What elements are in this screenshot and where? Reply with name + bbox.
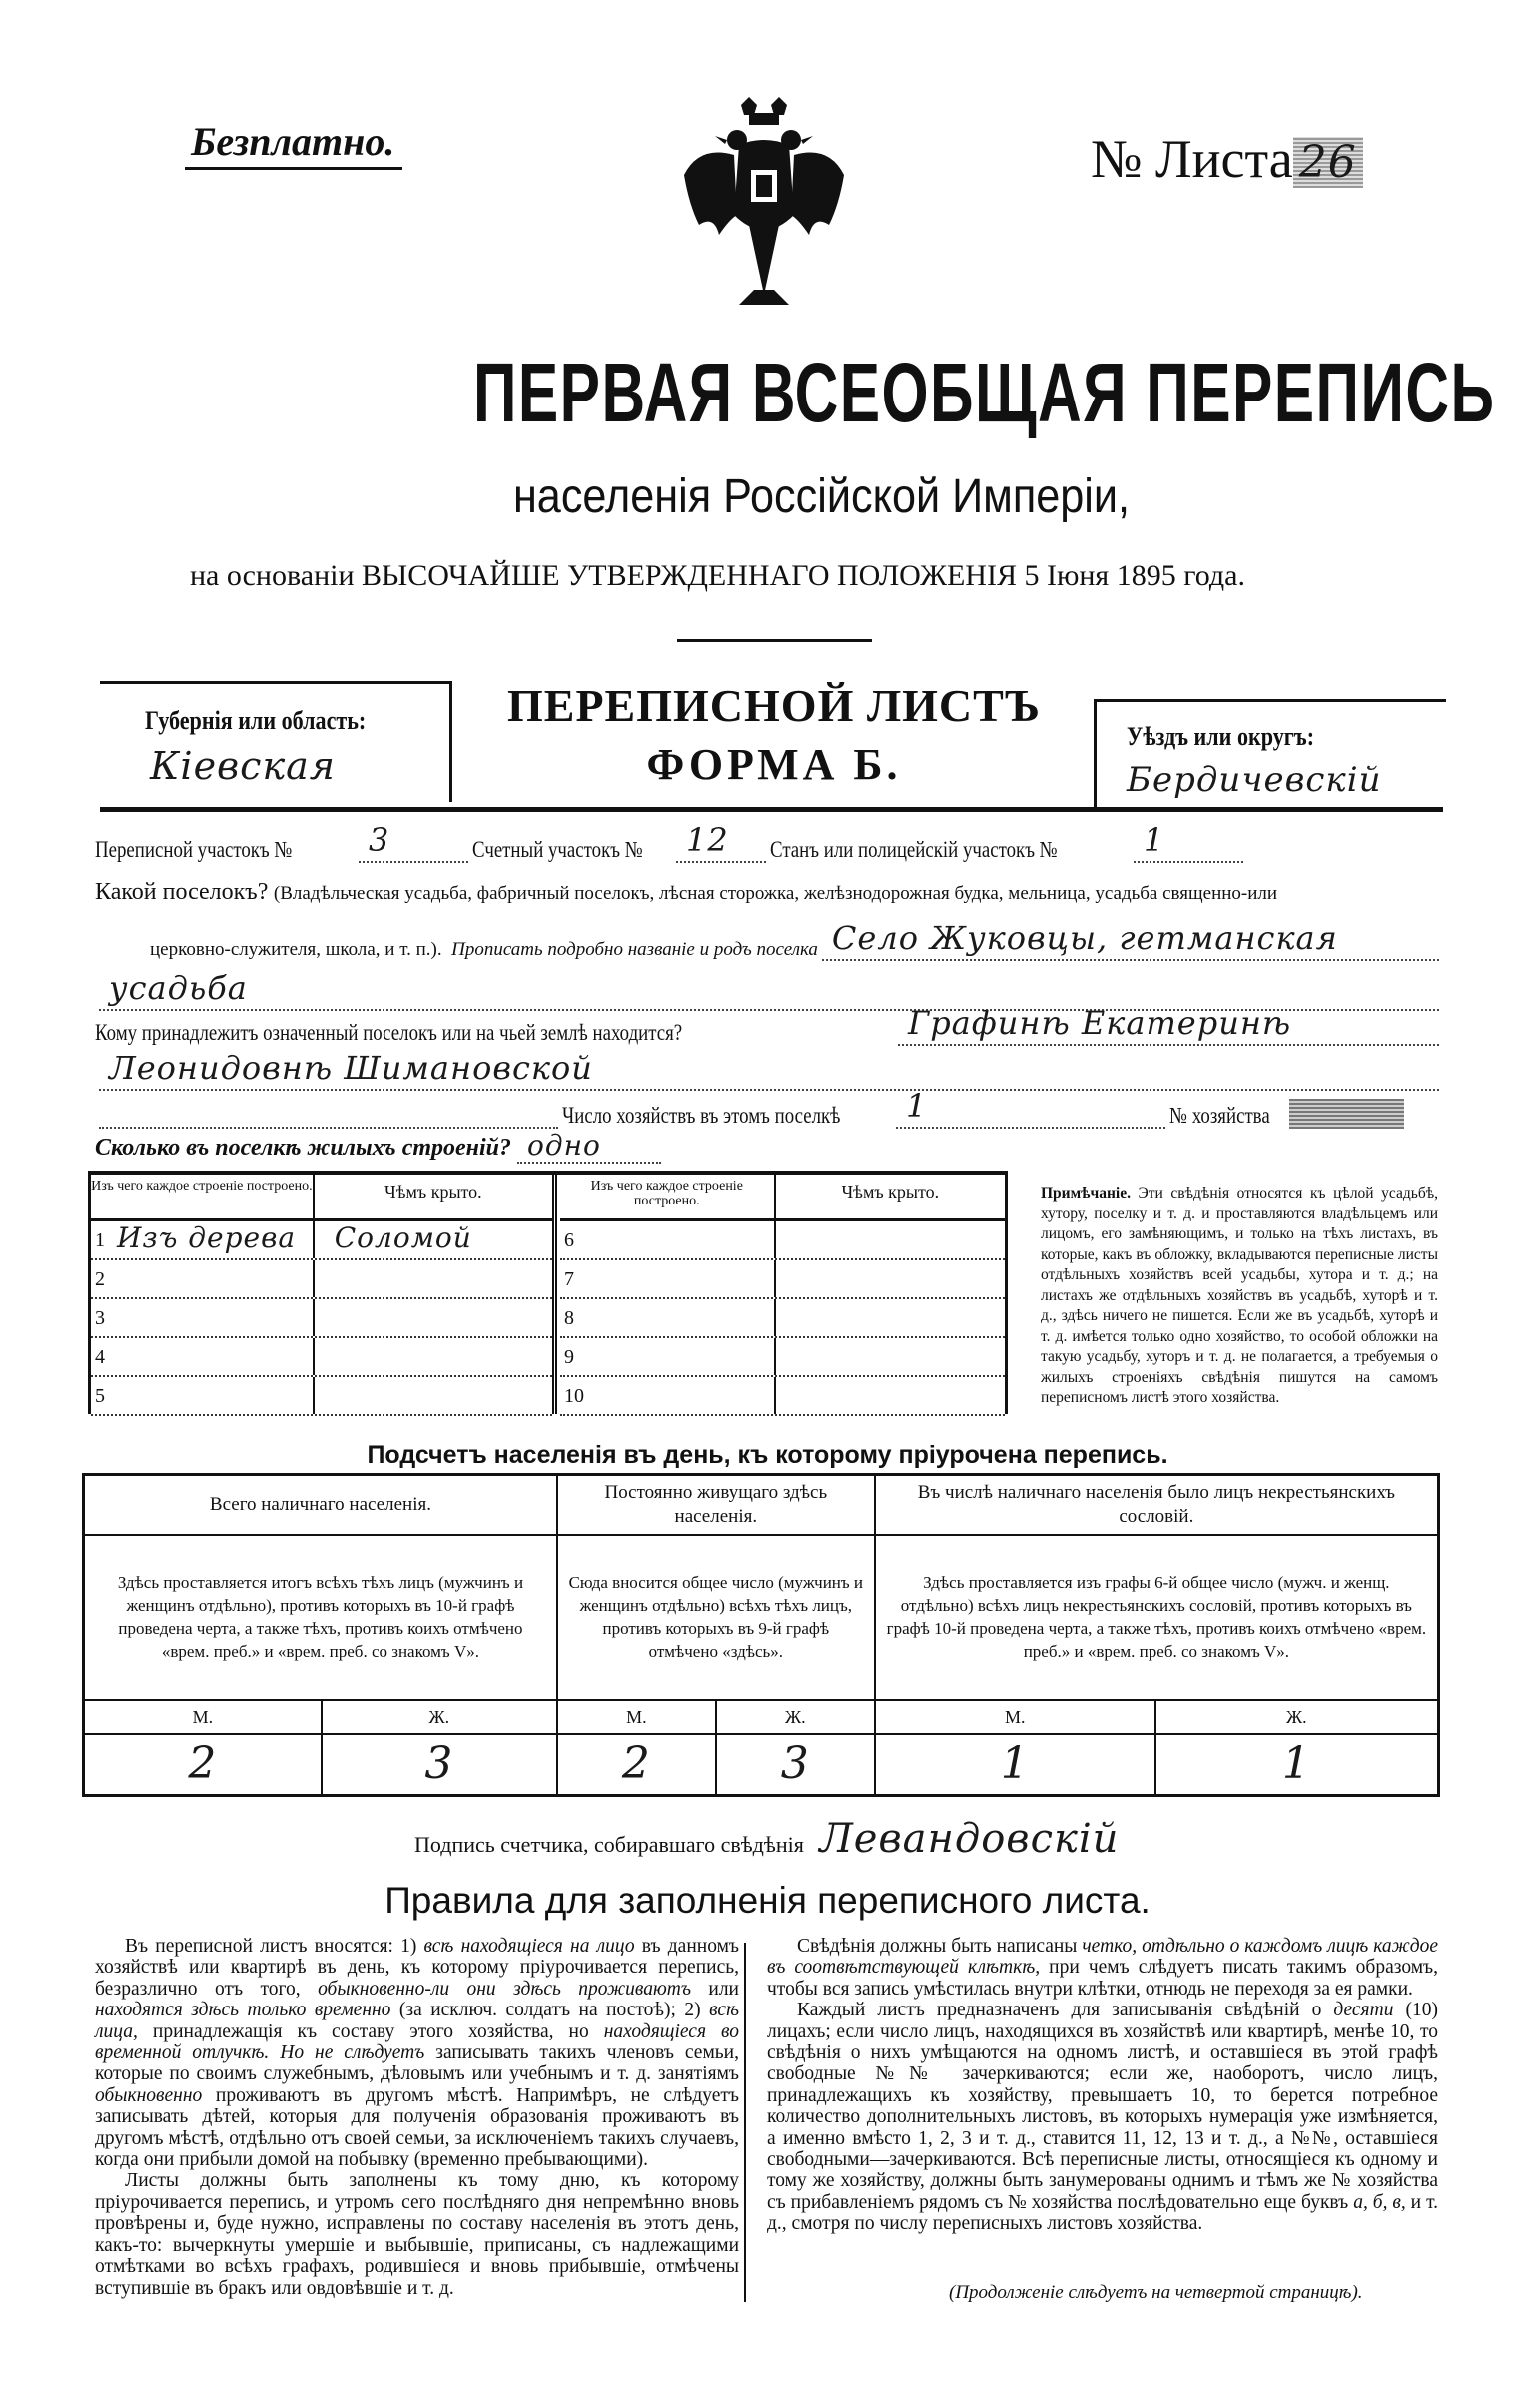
household-number-field[interactable] (1289, 1099, 1404, 1129)
settlement-hint-2: церковно-служителя, школа, и т. п.). (150, 939, 442, 960)
male-header: М. (84, 1700, 322, 1734)
stan-label: Станъ или полицейскій участокъ № (770, 837, 1058, 862)
text-segment: принадлежащія къ составу этого хозяйства, но (137, 2020, 604, 2042)
owner-value: Графинѣ Екатеринѣ (908, 1004, 1292, 1042)
continued-note: (Продолженіе слѣдуетъ на четвертой страницѣ). (949, 2282, 1363, 2303)
emphasis-text: всѣ лица, (95, 2000, 739, 2042)
building-row (91, 1299, 552, 1338)
non-peasant-female-value[interactable]: 1 (1155, 1734, 1439, 1796)
building-material[interactable]: Изъ дерева (117, 1221, 297, 1254)
count-district-value: 12 (686, 821, 729, 859)
row-number: 8 (564, 1307, 574, 1329)
buildings-label: Сколько въ поселкѣ жилыхъ строеній? (95, 1135, 511, 1161)
building-row (560, 1221, 1005, 1260)
settlement-value-2: усадьба (109, 969, 248, 1007)
households-value: 1 (906, 1087, 928, 1125)
text-segment: или (690, 1978, 739, 2000)
settlement-hint: (Владѣльческая усадьба, фабричный поселокъ, лѣсная сторожка, желѣзнодорожная будка, мельница, усадьба священно-или (273, 883, 1278, 904)
buildings-table (88, 1171, 1008, 1414)
total-female-value[interactable]: 3 (322, 1734, 557, 1796)
census-district-value: 3 (369, 821, 390, 859)
owner-label: Кому принадлежитъ означенный поселокъ или на чьей землѣ находится? (95, 1020, 683, 1045)
stan-value: 1 (1144, 821, 1165, 859)
column-divider (744, 1943, 746, 2302)
row-number: 6 (564, 1229, 574, 1251)
emphasis-text: всѣ находящіеся на лицо (423, 1936, 635, 1957)
non-peasant-male-value[interactable]: 1 (875, 1734, 1155, 1796)
building-row (91, 1221, 552, 1260)
text-segment: записывать такихъ членовъ семьи, которые по своимъ служебнымъ, дѣловымъ или учебнымъ и т. д. занятіямъ (95, 2042, 739, 2085)
female-header: Ж. (716, 1700, 875, 1734)
settlement-value: Село Жуковцы, гетманская (831, 919, 1338, 957)
owner-row-2 (95, 1049, 1443, 1091)
page-subtitle: населенія Россійской Имперіи, (512, 470, 1131, 523)
text-segment: проживаютъ въ другомъ мѣстѣ. Напримѣръ, не слѣдуетъ записывать дѣтей, которыя для полученія образованія проживаютъ въ другомъ мѣстѣ, отдѣльно отъ своей семьи, за исключеніемъ такихъ случаевъ, когда они прибыли домой на побывку (временно пребывающими). (95, 2084, 739, 2171)
signature-row (414, 1816, 1119, 1862)
text-segment: Каждый листъ предназначенъ для записыванія свѣдѣній о (797, 2000, 1334, 2021)
emphasis-text: десяти (1333, 2000, 1394, 2021)
permanent-male-value[interactable]: 2 (557, 1734, 716, 1796)
total-male-value[interactable]: 2 (84, 1734, 322, 1796)
population-heading: Подсчетъ населенія въ день, къ которому пріурочена перепись. (367, 1441, 1168, 1469)
household-number-label: № хозяйства (1169, 1103, 1270, 1128)
col-material-header: Изъ чего каждое строеніе построено. (91, 1175, 315, 1218)
text-segment: Листы должны быть заполнены къ тому дню, къ которому пріурочивается перепись, и утромъ сего послѣдняго дня непремѣнно вновь провѣрены и, буде нужно, исправлены по составу населенія въ этотъ день, какъ-то: вычеркнуты умершіе и выбывшіе, приписаны, съ надлежащими отмѣтками во всѣхъ графахъ, родившіеся и вновь прибывшіе, отмѣчены вступившіе въ бракъ или овдовѣвшіе и т. д. (95, 2170, 739, 2299)
building-roof[interactable]: Соломой (334, 1221, 472, 1254)
col-roof-header: Чѣмъ крыто. (841, 1182, 940, 1202)
note (1041, 1184, 1438, 1409)
col-roof-header: Чѣмъ крыто. (384, 1182, 482, 1202)
row-number: 3 (95, 1307, 105, 1329)
emphasis-text: а, б, в, (1353, 2191, 1406, 2213)
text-segment: (за исключ. солдатъ на постоѣ); 2) (390, 2000, 710, 2021)
households-field[interactable] (896, 1087, 1165, 1129)
households-row (95, 1087, 1443, 1129)
col-material-header: Изъ чего каждое строеніе построено. (560, 1175, 776, 1218)
legal-basis: на основаніи ВЫСОЧАЙШЕ УТВЕРЖДЕННАГО ПОЛОЖЕНІЯ 5 Іюня 1895 года. (190, 559, 1245, 592)
row-number: 1 (95, 1229, 105, 1251)
rules-title: Правила для заполненія переписного листа. (384, 1880, 1151, 1921)
male-header: М. (875, 1700, 1155, 1734)
col-total-title: Всего наличнаго населенія. (84, 1475, 557, 1535)
female-header: Ж. (1155, 1700, 1439, 1734)
building-row (560, 1299, 1005, 1338)
divider (677, 639, 872, 642)
spacer-dots (99, 1097, 558, 1129)
text-segment: въ данномъ хозяйствѣ или квартирѣ въ день, къ которому пріурочивается перепись, безразлично отъ того, (95, 1936, 739, 2000)
row-number: 10 (564, 1385, 584, 1407)
text-segment: (10) лицахъ; если число лицъ, находящихся въ хозяйствѣ или квартирѣ, менѣе 10, то свѣдѣнія о нихъ умѣщаются на одномъ листѣ, и оставшіеся въ этой графѣ свободные №№ зачеркиваются; если же, наоборотъ, число лицъ, принадлежащихъ къ хозяйству, превышаетъ 10, то берется потребное количество дополнительныхъ листовъ, въ которыхъ нумерація уже измѣняется, а именно вмѣсто 1, 2, 3 и т. д., ставится 11, 12, 13 и т. д., а №№, оставшіеся свободными—зачеркиваются. Всѣ переписные листы, относящіеся къ одному и тому же хозяйству, должны быть занумерованы однимъ и тѣмъ же № хозяйства съ прибавленіемъ рядомъ съ № хозяйства послѣдовательно еще буквъ (767, 2000, 1438, 2213)
owner-row (95, 1004, 1443, 1046)
district-row (95, 821, 1443, 863)
row-number: 4 (95, 1346, 105, 1368)
count-district-label: Счетный участокъ № (472, 837, 643, 862)
sheet-number-value: 26 (1293, 137, 1363, 188)
rules-paragraph (95, 1936, 739, 2170)
building-row (91, 1377, 552, 1416)
page-title: ПЕРВАЯ ВСЕОБЩАЯ ПЕРЕПИСЬ (472, 346, 1496, 439)
sheet-number-label: № Листа (1091, 129, 1293, 189)
row-number: 9 (564, 1346, 574, 1368)
gubernia-label: Губернія или область: (145, 706, 367, 735)
settlement-name-row (150, 919, 1443, 961)
building-row (91, 1338, 552, 1377)
permanent-female-value[interactable]: 3 (716, 1734, 875, 1796)
rules-paragraph (767, 2000, 1438, 2234)
row-number: 5 (95, 1385, 105, 1407)
gubernia-box (100, 681, 452, 802)
signature-value: Левандовскій (819, 1816, 1120, 1862)
col-non-peasant-desc: Здѣсь проставляется изъ графы 6-й общее число (мужч. и женщ. отдѣльно) всѣхъ лицъ некрестьянскихъ сословій, противъ которыхъ въ графѣ 10-й проведена черта, а также тѣхъ, противъ коихъ отмѣчено «врем. преб.» и «врем. преб. со знакомъ V». (875, 1535, 1439, 1700)
buildings-row (95, 1129, 661, 1162)
stan-field[interactable] (1134, 821, 1243, 863)
census-district-field[interactable] (359, 821, 468, 863)
owner-field-2[interactable] (99, 1049, 1439, 1091)
male-header: М. (557, 1700, 716, 1734)
emphasis-text: находящіеся во временной отлучкѣ. Но не слѣдуетъ (95, 2020, 739, 2064)
owner-field[interactable] (898, 1004, 1439, 1046)
emphasis-text: находятся здѣсь только временно (95, 2000, 391, 2021)
owner-value-2: Леонидовнѣ Шимановской (109, 1049, 593, 1087)
form-title: ПЕРЕПИСНОЙ ЛИСТЪ (506, 680, 1042, 731)
note-title: Примѣчаніе. (1041, 1185, 1131, 1202)
rules-right-column (767, 1936, 1438, 2235)
note-text: Эти свѣдѣнія относятся къ цѣлой усадьбѣ, хутору, поселку и т. д. и проставляются владѣльцемъ или лицомъ, его замѣняющимъ, и только на тѣхъ листахъ, въ которые, какъ въ обложку, вкладываются переписные листы отдѣльныхъ хозяйствъ всей усадьбы, хутора и т. д.; на листахъ же отдѣльныхъ хозяйствъ въ усадьбѣ, хуторѣ и т. д., здѣсь ничего не пишется. Если же въ усадьбѣ, хуторѣ и т. д. имѣется только одно хозяйство, то особой обложки на такую усадьбу, хуторъ и т. д. не полагается, а требуемыя о жилыхъ строеніяхъ свѣдѣнія пишутся на самомъ переписномъ листѣ этого хозяйства. (1041, 1185, 1439, 1406)
text-segment: Свѣдѣнія должны быть написаны (797, 1936, 1083, 1957)
form-name: ФОРМА Б. (646, 740, 902, 789)
rules-left-column (95, 1936, 739, 2299)
rules-paragraph (767, 1936, 1438, 2000)
building-row (91, 1260, 552, 1299)
uezd-value: Бердичевскій (1127, 760, 1382, 800)
settlement-field[interactable] (822, 919, 1439, 961)
households-label: Число хозяйствъ въ этомъ поселкѣ (562, 1103, 841, 1128)
rules-paragraph (95, 2170, 739, 2298)
col-non-peasant-title: Въ числѣ наличнаго населенія было лицъ некрестьянскихъ сословій. (875, 1475, 1439, 1535)
building-row (560, 1260, 1005, 1299)
emphasis-text: обыкновенно (95, 2084, 203, 2106)
settlement-instruction: Прописать подробно названіе и родъ поселка (451, 939, 818, 960)
emphasis-text: обыкновенно-ли они здѣсь проживаютъ (318, 1978, 691, 2000)
text-segment: при чемъ слѣдуетъ писать такимъ образомъ, чтобы вся запись умѣстилась внутри клѣтки, отнюдь не переходя за ея рамки. (767, 1957, 1438, 2000)
building-row (560, 1338, 1005, 1377)
text-segment: Въ переписной листъ вносятся: 1) (125, 1936, 424, 1957)
free-label: Безплатно. (185, 118, 402, 170)
gubernia-value: Кіевская (150, 744, 336, 788)
female-header: Ж. (322, 1700, 557, 1734)
col-permanent-desc: Сюда вносится общее число (мужчинъ и женщинъ отдѣльно) всѣхъ тѣхъ лицъ, противъ которыхъ въ 9-й графѣ отмѣчено «здѣсь». (557, 1535, 875, 1700)
col-permanent-title: Постоянно живущаго здѣсь населенія. (557, 1475, 875, 1535)
emphasis-text: четко, отдѣльно о каждомъ лицѣ каждое въ соотвѣтствующей клѣткѣ, (767, 1936, 1438, 1979)
sheet-number (1091, 128, 1363, 190)
buildings-value: одно (517, 1129, 661, 1164)
settlement-label: Какой поселокъ? (95, 879, 269, 905)
double-headed-eagle-icon (679, 95, 849, 310)
text-segment: и т. д., смотря по числу переписныхъ листовъ хозяйства. (767, 2191, 1438, 2235)
uezd-box (1094, 699, 1446, 810)
building-row (560, 1377, 1005, 1416)
count-district-field[interactable] (676, 821, 766, 863)
signature-label: Подпись счетчика, собиравшаго свѣдѣнія (414, 1832, 804, 1857)
row-number: 7 (564, 1268, 574, 1290)
divider (100, 807, 1443, 812)
uezd-label: Уѣздъ или округъ: (1127, 722, 1315, 751)
col-total-desc: Здѣсь проставляется итогъ всѣхъ тѣхъ лицъ (мужчинъ и женщинъ отдѣльно), противъ которыхъ въ 10-й графѣ проведена черта, а также тѣхъ, противъ коихъ отмѣчено «врем. преб.» и «врем. преб. со знакомъ V». (84, 1535, 557, 1700)
census-district-label: Переписной участокъ № (95, 837, 293, 862)
population-table (82, 1473, 1440, 1797)
row-number: 2 (95, 1268, 105, 1290)
settlement-row (95, 879, 1277, 906)
